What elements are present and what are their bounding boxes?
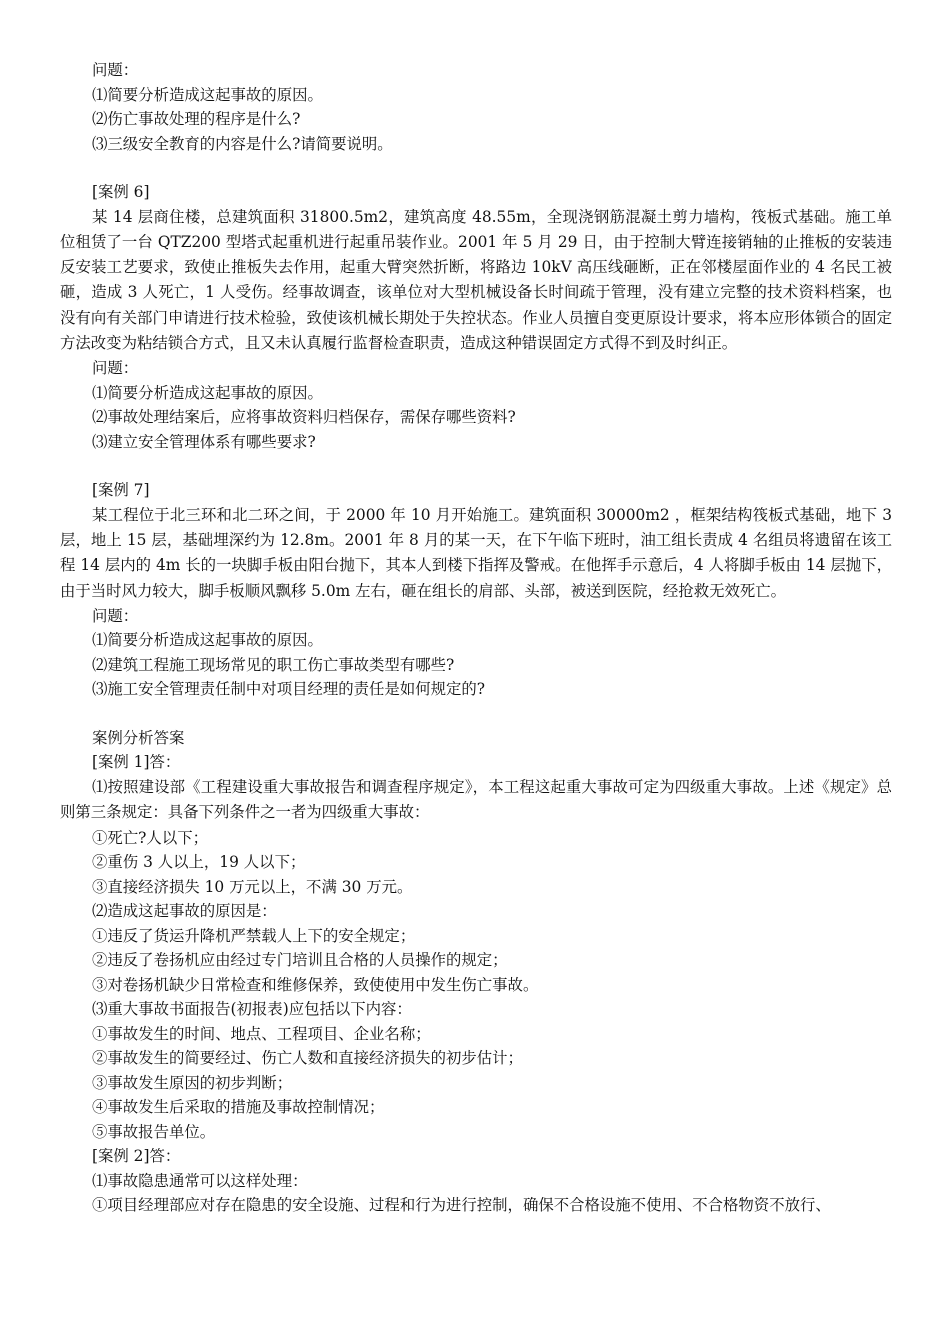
question-item: ⑵事故处理结案后，应将事故资料归档保存，需保存哪些资料? (92, 408, 516, 427)
answer-list-item: ④事故发生后采取的措施及事故控制情况； (92, 1098, 385, 1117)
answer-list-item: ②重伤 3 人以上，19 人以下； (92, 853, 306, 872)
question-item: ⑶三级安全教育的内容是什么?请简要说明。 (92, 134, 393, 153)
answer-list-item: ①违反了货运升降机严禁载人上下的安全规定； (92, 926, 416, 945)
answer-list-item: ①死亡?人以下； (92, 828, 208, 847)
answer-list-item: ③对卷扬机缺少日常检查和维修保养，致使使用中发生伤亡事故。 (92, 975, 539, 994)
question-item: ⑴简要分析造成这起事故的原因。 (92, 631, 323, 650)
answer-paragraph: ⑴事故隐患通常可以这样处理： (92, 1171, 308, 1190)
answer-list-item: ⑤事故报告单位。 (92, 1122, 216, 1141)
document-body (60, 58, 892, 1218)
answer-list-item: ①事故发生的时间、地点、工程项目、企业名称； (92, 1024, 431, 1043)
answer-list-item: ③直接经济损失 10 万元以上，不满 30 万元。 (92, 877, 413, 896)
question-item: ⑵建筑工程施工现场常见的职工伤亡事故类型有哪些? (92, 655, 455, 674)
question-item: ⑴简要分析造成这起事故的原因。 (92, 383, 323, 402)
answer-paragraph: ⑶重大事故书面报告(初报表)应包括以下内容： (92, 1000, 412, 1019)
answer-paragraph: ⑴按照建设部《工程建设重大事故报告和调查程序规定》，本工程这起重大事故可定为四级重大事故。上述《规定》总则第三条规定：具备下列条件之一者为四级重大事故： (60, 777, 892, 822)
case-7-title: [案例 7] (92, 481, 150, 500)
question-item: ⑵伤亡事故处理的程序是什么? (92, 110, 301, 128)
question-item: ⑶建立安全管理体系有哪些要求? (92, 432, 316, 451)
question-label: 问题： (92, 359, 139, 378)
question-item: ⑶施工安全管理责任制中对项目经理的责任是如何规定的? (92, 680, 486, 699)
case-1-answer-title: [案例 1]答： (92, 753, 181, 772)
case-6-body: 某 14 层商住楼，总建筑面积 31800.5m2，建筑高度 48.55m，全现浇钢筋混凝土剪力墙构，筏板式基础。施工单位租赁了一台 QTZ200 型塔式起重机进行起重吊装作业。2001 年 5 月 29 日，由于控制大臂连接销轴的止推板的安装违反安装工艺要求，致使止推板失去作用，起重大臂突然折断，将路边 10kV 高压线砸断，正在邻楼屋面作业的 4 名民工被砸，造成 3 人死亡，1 人受伤。经事故调查，该单位对大型机械设备长时间疏于管理，没有建立完整的技术资料档案，也没有向有关部门申请进行技术检验，致使该机械长期处于失控状态。作业人员擅自变更原设计要求，将本应形体锁合的固定方法改变为粘结锁合方式，且又未认真履行监督检查职责，造成这种错误固定方式得不到及时纠正。 (60, 207, 892, 352)
case-2-answer-title: [案例 2]答： (92, 1147, 181, 1166)
question-label: 问题： (92, 61, 139, 79)
case-7-body: 某工程位于北三环和北二环之间，于 2000 年 10 月开始施工。建筑面积 30000m2 ，框架结构筏板式基础，地下 3 层，地上 15 层，基础埋深约为 12.8m。2001 年 8 月的某一天，在下午临下班时，油工组长责成 4 名组员将遗留在该工程 14 层内的 4m 长的一块脚手板由阳台抛下，其本人到楼下指挥及警戒。在他挥手示意后，4 人将脚手板由 14 层抛下，由于当时风力较大，脚手板顺风飘移 5.0m 左右，砸在组长的肩部、头部，被送到医院，经抢救无效死亡。 (60, 505, 892, 600)
answers-heading: 案例分析答案 (92, 728, 185, 747)
answer-list-item: ②违反了卷扬机应由经过专门培训且合格的人员操作的规定； (92, 951, 508, 970)
answer-list-item: ②事故发生的简要经过、伤亡人数和直接经济损失的初步估计； (92, 1049, 523, 1068)
answer-list-item: ①项目经理部应对存在隐患的安全设施、过程和行为进行控制，确保不合格设施不使用、不合格物资不放行、 (92, 1196, 831, 1215)
question-item: ⑴简要分析造成这起事故的原因。 (92, 85, 323, 104)
case-6-title: [案例 6] (92, 183, 150, 201)
answer-list-item: ③事故发生原因的初步判断； (92, 1073, 293, 1092)
answer-paragraph: ⑵造成这起事故的原因是： (92, 902, 277, 921)
question-label: 问题： (92, 606, 139, 625)
